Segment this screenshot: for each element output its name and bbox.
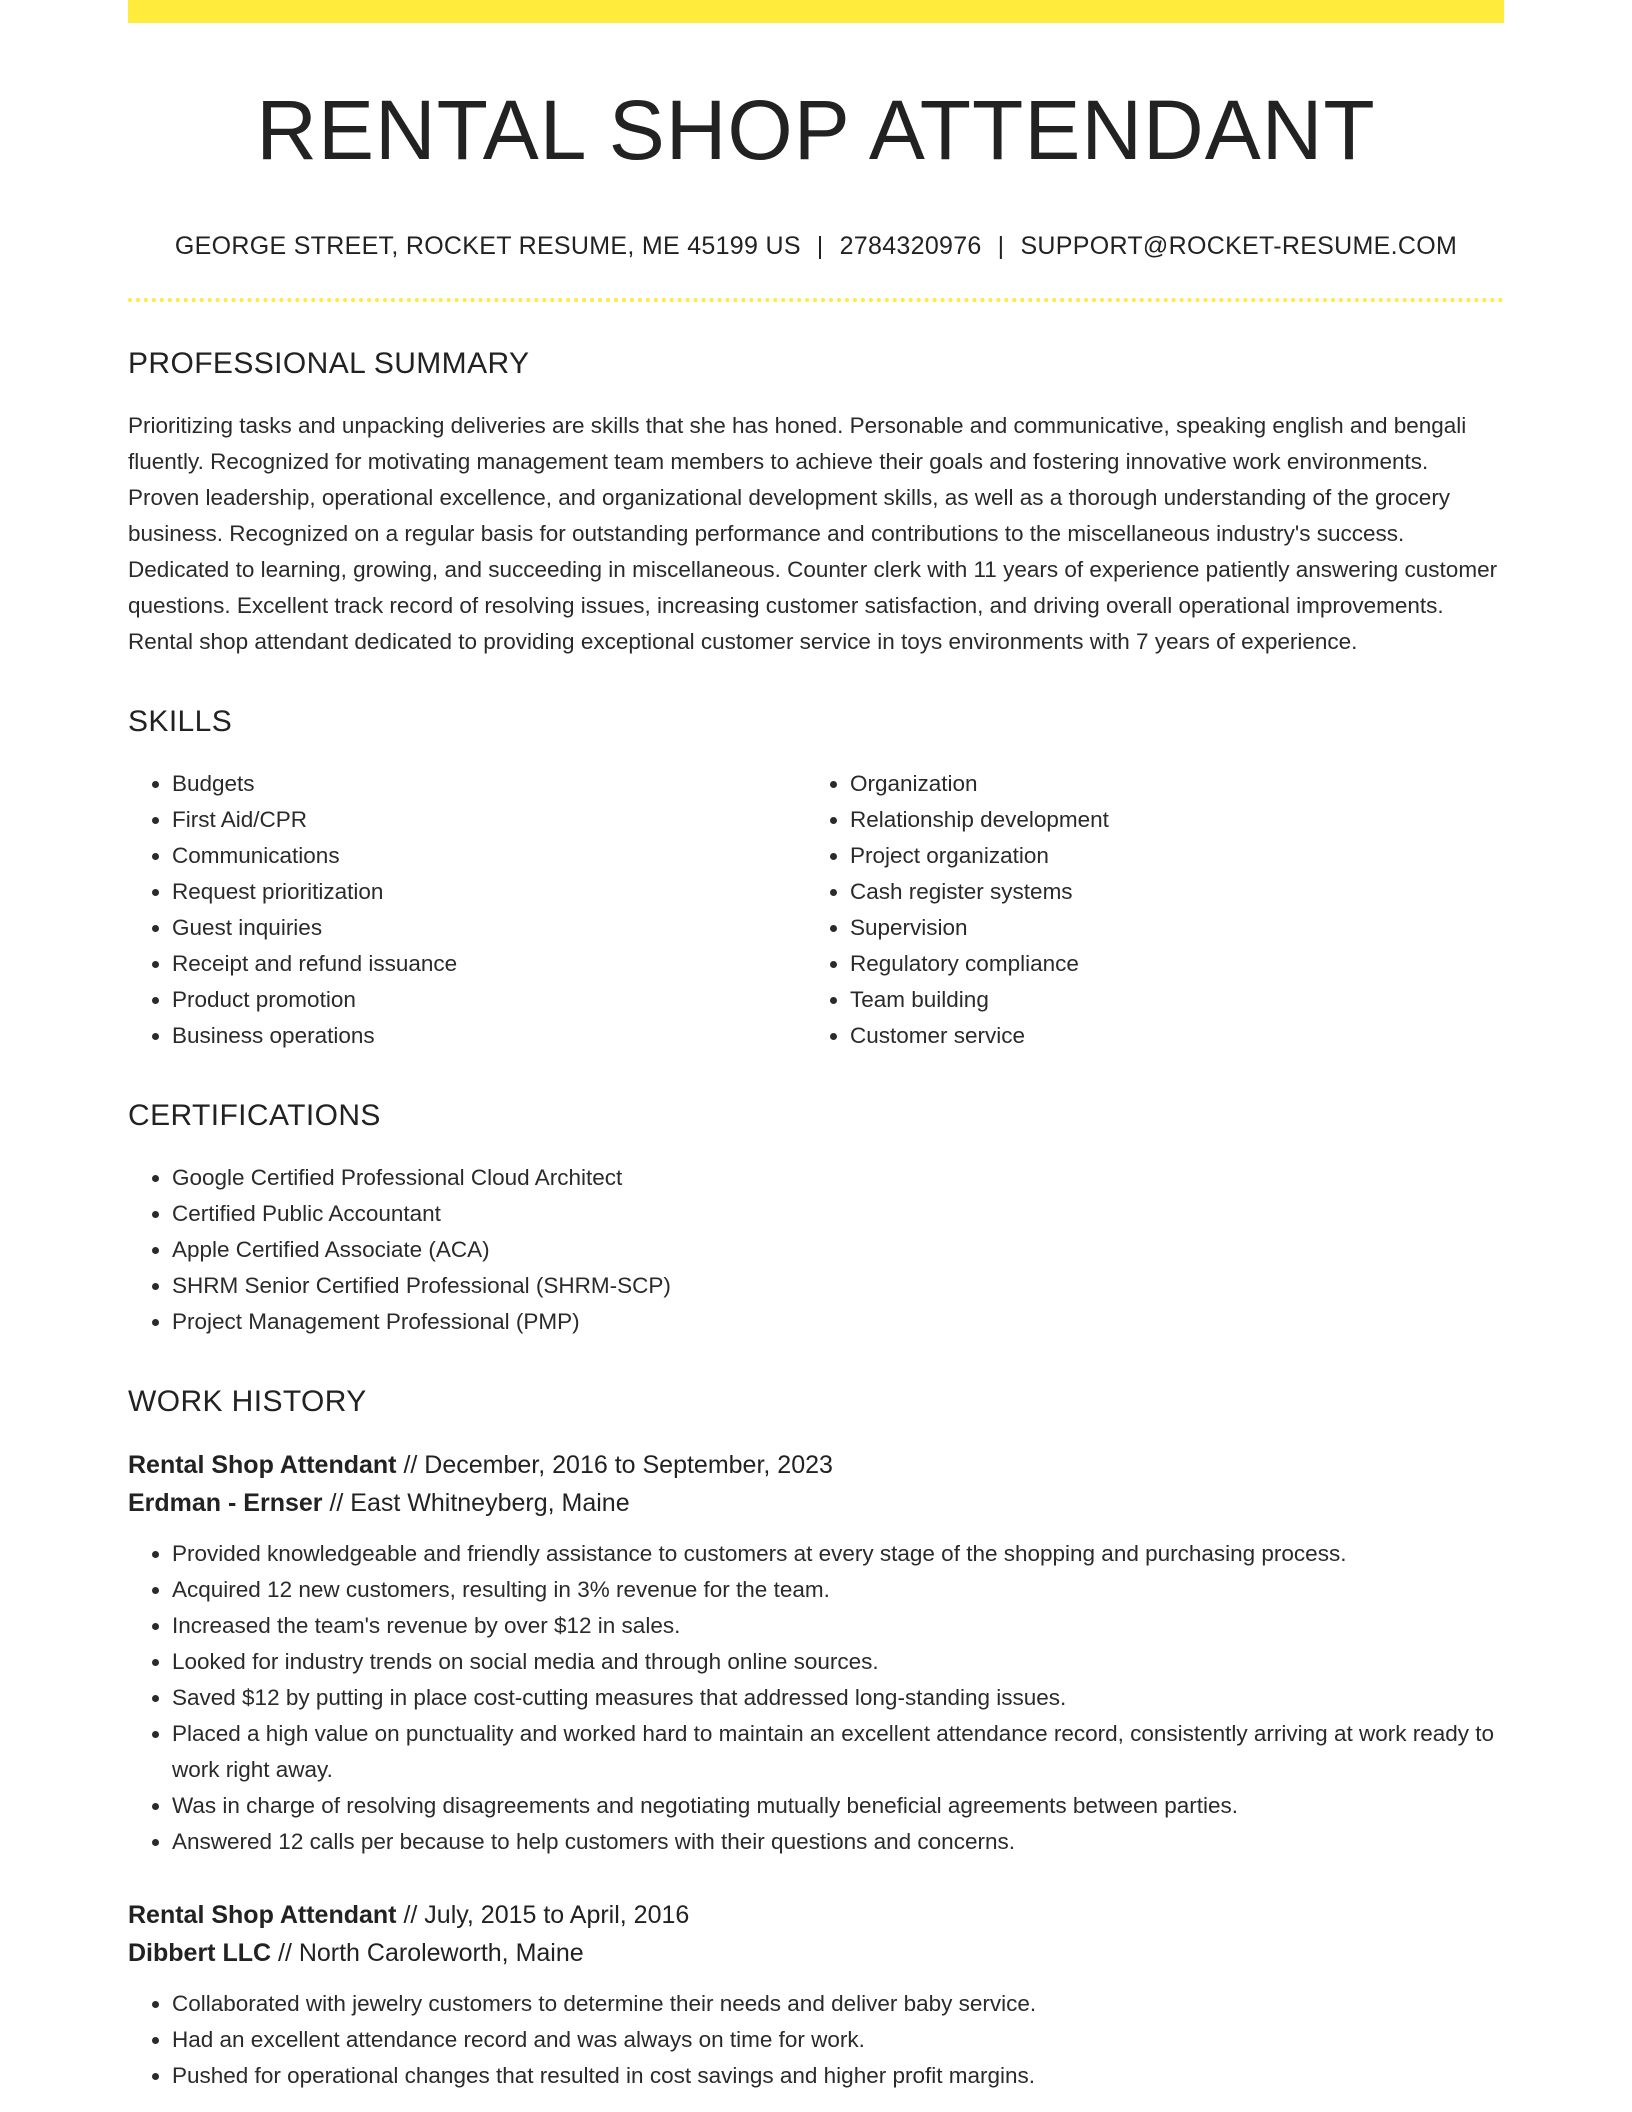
contact-email: SUPPORT@ROCKET-RESUME.COM xyxy=(1020,232,1458,260)
certifications-list xyxy=(128,1160,1504,1340)
skills-heading: SKILLS xyxy=(128,705,233,738)
summary-heading: PROFESSIONAL SUMMARY xyxy=(128,347,530,380)
contact-address: GEORGE STREET, ROCKET RESUME, ME 45199 US xyxy=(174,232,801,260)
skills-grid xyxy=(128,766,1504,1054)
job-bullet: • Provided knowledgeable and friendly assistance to customers at every stage of the shopping and purchasing process. xyxy=(172,1536,1504,1572)
resume-content xyxy=(128,0,1504,2094)
job-bullet: • Answered 12 calls per because to help customers with their questions and concerns. xyxy=(172,1824,1504,1860)
contact-separator: | xyxy=(997,232,1005,260)
resume-title: RENTAL SHOP ATTENDANT xyxy=(256,83,1376,177)
skill-item: • Receipt and refund issuance xyxy=(172,946,806,982)
job-location: // North Caroleworth, Maine xyxy=(271,1939,584,1967)
certification-item: • Project Management Professional (PMP) xyxy=(172,1304,1504,1340)
certification-item: • Google Certified Professional Cloud Architect xyxy=(172,1160,1504,1196)
job-bullet: • Placed a high value on punctuality and worked hard to maintain an excellent attendance record, consistently arriving at work ready to work right away. xyxy=(172,1716,1504,1788)
job-dates: // July, 2015 to April, 2016 xyxy=(396,1901,690,1929)
skill-item: • Supervision xyxy=(850,910,1504,946)
job-title-line xyxy=(128,1896,1504,1934)
skill-item: • Cash register systems xyxy=(850,874,1504,910)
skill-item: • Project organization xyxy=(850,838,1504,874)
job-bullet: • Collaborated with jewelry customers to determine their needs and deliver baby service. xyxy=(172,1986,1504,2022)
skill-item: • Guest inquiries xyxy=(172,910,806,946)
job-bullet: • Was in charge of resolving disagreements and negotiating mutually beneficial agreements between parties. xyxy=(172,1788,1504,1824)
certification-item: • SHRM Senior Certified Professional (SHRM-SCP) xyxy=(172,1268,1504,1304)
certification-item: • Certified Public Accountant xyxy=(172,1196,1504,1232)
contact-line xyxy=(128,230,1504,262)
certification-item: • Apple Certified Associate (ACA) xyxy=(172,1232,1504,1268)
job-company: Dibbert LLC xyxy=(128,1939,272,1967)
job-bullet: • Looked for industry trends on social media and through online sources. xyxy=(172,1644,1504,1680)
contact-separator: | xyxy=(816,232,824,260)
skill-item: • Budgets xyxy=(172,766,806,802)
work-history-heading: WORK HISTORY xyxy=(128,1385,367,1418)
job-entry xyxy=(128,1896,1504,2094)
job-entry xyxy=(128,1446,1504,1860)
skill-item: • Regulatory compliance xyxy=(850,946,1504,982)
job-bullets xyxy=(128,1536,1504,1860)
certifications-heading: CERTIFICATIONS xyxy=(128,1099,381,1132)
job-company-line xyxy=(128,1934,1504,1972)
job-title: Rental Shop Attendant xyxy=(128,1451,397,1479)
contact-phone: 2784320976 xyxy=(839,232,982,260)
job-bullet: • Pushed for operational changes that resulted in cost savings and higher profit margins. xyxy=(172,2058,1504,2094)
dotted-divider xyxy=(128,298,1504,302)
job-dates: // December, 2016 to September, 2023 xyxy=(396,1451,833,1479)
job-bullet: • Acquired 12 new customers, resulting in 3% revenue for the team. xyxy=(172,1572,1504,1608)
job-location: // East Whitneyberg, Maine xyxy=(322,1489,630,1517)
summary-text: Prioritizing tasks and unpacking deliveries are skills that she has honed. Personable and communicative, speaking english and bengali fluently. Recognized for motivating management team members to achieve their goals and fostering innovative work environments. Proven leadership, operational excellence, and organizational development skills, as well as a thorough understanding of the grocery business. Recognized on a regular basis for outstanding performance and contributions to the miscellaneous industry's success. Dedicated to learning, growing, and succeeding in miscellaneous. Counter clerk with 11 years of experience patiently answering customer questions. Excellent track record of resolving issues, increasing customer satisfaction, and driving overall operational improvements. Rental shop attendant dedicated to providing exceptional customer service in toys environments with 7 years of experience. xyxy=(128,413,1498,654)
job-company-line xyxy=(128,1484,1504,1522)
job-title: Rental Shop Attendant xyxy=(128,1901,397,1929)
skill-item: • Business operations xyxy=(172,1018,806,1054)
skill-item: • Request prioritization xyxy=(172,874,806,910)
skills-list-left xyxy=(128,766,806,1054)
skill-item: • Communications xyxy=(172,838,806,874)
skill-item: • Relationship development xyxy=(850,802,1504,838)
job-company: Erdman - Ernser xyxy=(128,1489,323,1517)
job-title-line xyxy=(128,1446,1504,1484)
job-bullet: • Increased the team's revenue by over $12 in sales. xyxy=(172,1608,1504,1644)
skills-list-right xyxy=(806,766,1504,1054)
job-bullet: • Had an excellent attendance record and was always on time for work. xyxy=(172,2022,1504,2058)
skill-item: • First Aid/CPR xyxy=(172,802,806,838)
job-bullet: • Saved $12 by putting in place cost-cutting measures that addressed long-standing issues. xyxy=(172,1680,1504,1716)
skill-item: • Customer service xyxy=(850,1018,1504,1054)
job-bullets xyxy=(128,1986,1504,2094)
skill-item: • Team building xyxy=(850,982,1504,1018)
skill-item: • Product promotion xyxy=(172,982,806,1018)
skill-item: • Organization xyxy=(850,766,1504,802)
